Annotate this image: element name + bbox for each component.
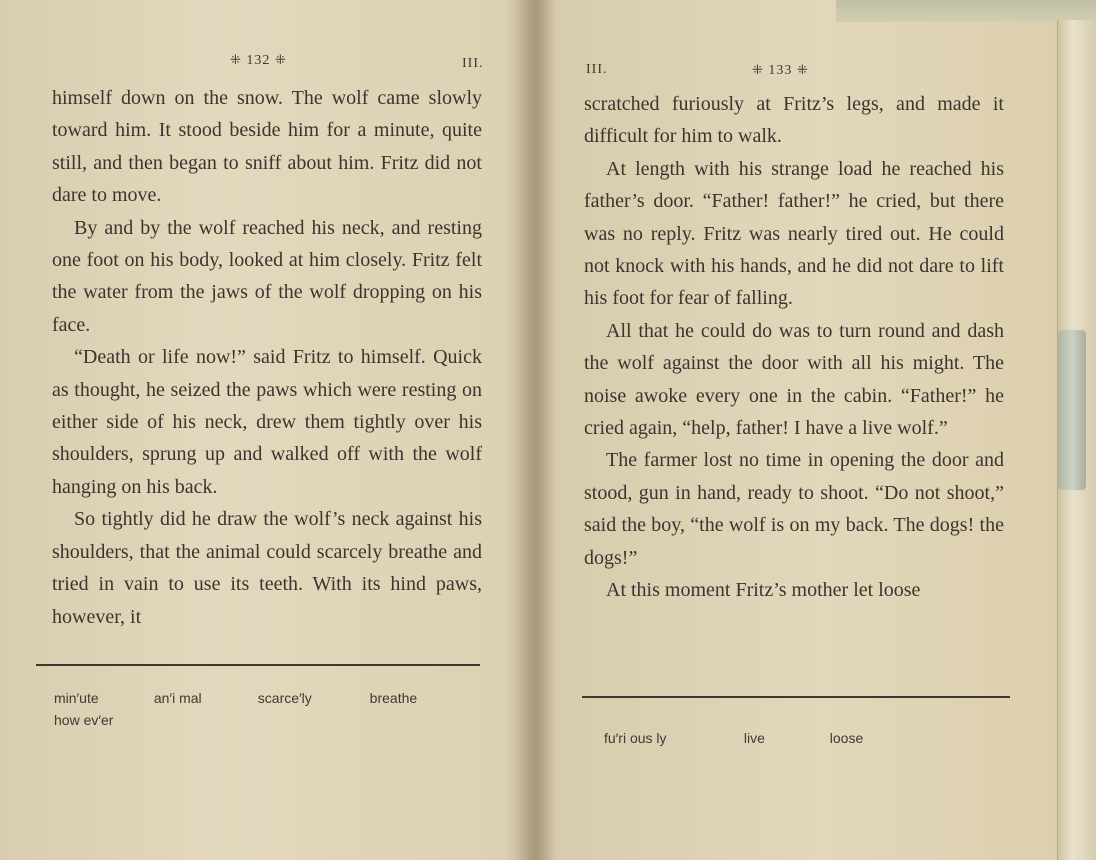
ornament-icon: ⁜ xyxy=(796,62,809,77)
vocab-word: breathe xyxy=(369,690,418,706)
left-footnote-rule xyxy=(36,664,480,666)
right-paragraph: At this moment Fritz’s mother let loose xyxy=(606,579,921,602)
vocab-word: scarce′ly xyxy=(257,690,312,706)
ornament-icon: ⁜ xyxy=(230,52,242,67)
right-paragraph: All that he could do was to turn round and dash the wolf against the door with all his might. The noise awoke every one in the cabin. “Father!” he cried again, “help, father! I have a live wolf.” xyxy=(584,319,1004,440)
right-paragraph: The farmer lost no time in opening the door and stood, gun in hand, ready to shoot. “Do not shoot,” said the boy, “the wolf is on my back. The dogs! the dogs!” xyxy=(584,449,1004,569)
vocab-word: fu′ri ous ly xyxy=(604,730,667,746)
vocab-word: an′i mal xyxy=(153,690,202,706)
right-footnote-rule xyxy=(582,696,1010,698)
book-spine xyxy=(515,0,555,860)
left-paragraph: “Death or life now!” said Fritz to himself. Quick as thought, he seized the paws which were resting on either side of his neck, drew them tightly over his shoulders, sprung up and walked off with the wolf hanging on his back. xyxy=(52,346,482,498)
left-page-number: 132 xyxy=(246,53,271,68)
right-paragraph: At length with his strange load he reached his father’s door. “Father! father!” he cried, but there was no reply. Fritz was nearly tired out. He could not knock with his hands, and he did not dare to lift his foot for fear of falling. xyxy=(584,157,1004,310)
right-page-number: 133 xyxy=(768,63,793,78)
left-page-number-header xyxy=(230,52,287,69)
left-section-label: III. xyxy=(462,56,484,71)
right-paragraph: scratched furiously at Fritz’s legs, and made it difficult for him to walk. xyxy=(584,93,1004,148)
vocab-word: min′ute xyxy=(54,690,99,706)
ornament-icon: ⁜ xyxy=(752,62,764,77)
left-paragraph: himself down on the snow. The wolf came slowly toward him. It stood beside him for a minute, quite still, and then began to sniff about him. Fritz did not dare to move. xyxy=(52,87,482,207)
left-page-body xyxy=(52,82,482,633)
left-paragraph: So tightly did he draw the wolf’s neck against his shoulders, that the animal could scarcely breathe and tried in vain to use its teeth. With its hind paws, however, it xyxy=(52,508,482,628)
left-paragraph: By and by the wolf reached his neck, and resting one foot on his body, looked at him closely. Fritz felt the water from the jaws of the wolf dropping on his face. xyxy=(52,216,482,336)
right-section-label: III. xyxy=(586,62,608,77)
tape-strip xyxy=(1058,330,1086,490)
page-corner xyxy=(836,0,1096,22)
right-page-number-header xyxy=(752,62,809,79)
left-vocabulary xyxy=(54,690,484,728)
vocab-word: how ev′er xyxy=(54,712,114,728)
vocab-word: loose xyxy=(829,730,864,746)
right-page-body xyxy=(584,88,1004,607)
right-vocabulary xyxy=(604,730,1004,746)
ornament-icon: ⁜ xyxy=(274,52,287,67)
vocab-word: live xyxy=(743,730,765,746)
